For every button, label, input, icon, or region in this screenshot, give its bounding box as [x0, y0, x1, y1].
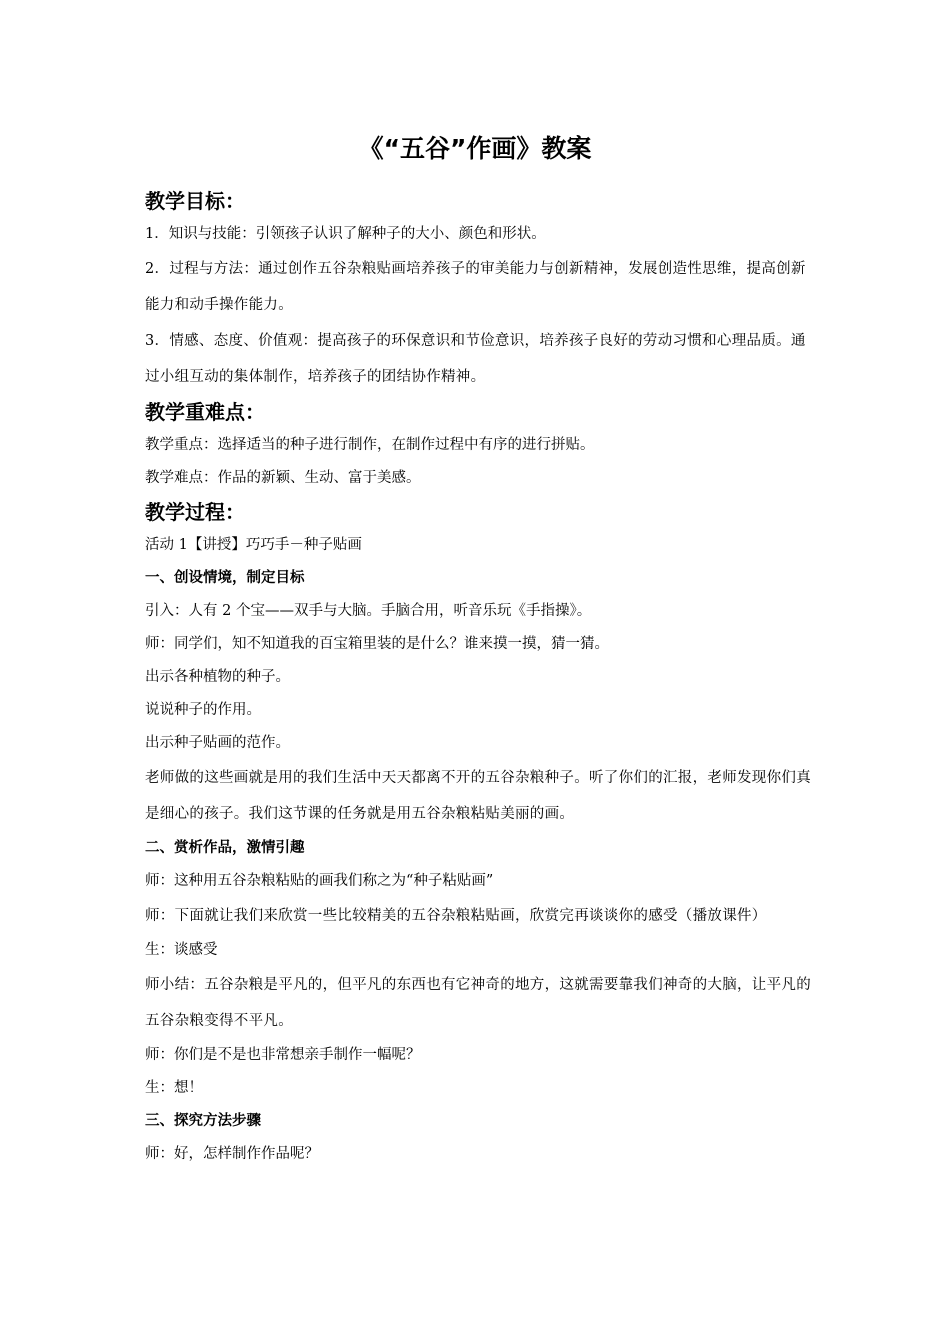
- key-point-focus: 教学重点：选择适当的种子进行制作，在制作过程中有序的进行拼贴。: [145, 437, 595, 453]
- key-point-difficulty: 教学难点：作品的新颖、生动、富于美感。: [145, 470, 421, 486]
- paragraph: 师：下面就让我们来欣赏一些比较精美的五谷杂粮粘贴画，欣赏完再谈谈你的感受（播放课件）: [145, 908, 767, 924]
- objective-item: 2．过程与方法：通过创作五谷杂粮贴画培养孩子的审美能力与创新精神，发展创造性思维，提高创新能力和动手操作能力。: [145, 261, 806, 313]
- activity-line: 活动 1【讲授】巧巧手－种子贴画: [145, 537, 362, 553]
- paragraph: 生：谈感受: [145, 942, 218, 958]
- objective-item: 3．情感、态度、价值观：提高孩子的环保意识和节俭意识，培养孩子良好的劳动习惯和心理品质。通过小组互动的集体制作，培养孩子的团结协作精神。: [145, 333, 806, 385]
- paragraph: 说说种子的作用。: [145, 702, 261, 718]
- document-body: [145, 184, 815, 1171]
- paragraph: 出示各种植物的种子。: [145, 669, 290, 685]
- paragraph: 师：你们是不是也非常想亲手制作一幅呢？: [145, 1047, 421, 1063]
- paragraph: 生：想！: [145, 1080, 203, 1096]
- paragraph: 师：这种用五谷杂粮粘贴的画我们称之为“种子粘贴画”: [145, 873, 494, 889]
- paragraph: 引入：人有 2 个宝——双手与大脑。手脑合用，听音乐玩《手指操》。: [145, 603, 592, 619]
- objective-item: 1．知识与技能：引领孩子认识了解种子的大小、颜色和形状。: [145, 226, 546, 242]
- objectives-heading: 教学目标：: [145, 189, 245, 213]
- section-heading: 三、探究方法步骤: [145, 1113, 261, 1129]
- paragraph: 师：好，怎样制作作品呢？: [145, 1146, 319, 1162]
- paragraph: 师小结：五谷杂粮是平凡的，但平凡的东西也有它神奇的地方，这就需要靠我们神奇的大脑，让平凡的五谷杂粮变得不平凡。: [145, 977, 811, 1029]
- section-heading: 二、赏析作品，激情引趣: [145, 840, 305, 856]
- paragraph: 师：同学们，知不知道我的百宝箱里装的是什么？谁来摸一摸，猜一猜。: [145, 636, 609, 652]
- key-points-heading: 教学重难点：: [145, 400, 265, 424]
- process-heading: 教学过程：: [145, 500, 245, 524]
- section-heading: 一、创设情境，制定目标: [145, 570, 305, 586]
- paragraph: 出示种子贴画的范作。: [145, 735, 290, 751]
- document-title: 《“五谷”作画》教案: [358, 134, 592, 163]
- paragraph: 老师做的这些画就是用的我们生活中天天都离不开的五谷杂粮种子。听了你们的汇报，老师发现你们真是细心的孩子。我们这节课的任务就是用五谷杂粮粘贴美丽的画。: [145, 770, 811, 822]
